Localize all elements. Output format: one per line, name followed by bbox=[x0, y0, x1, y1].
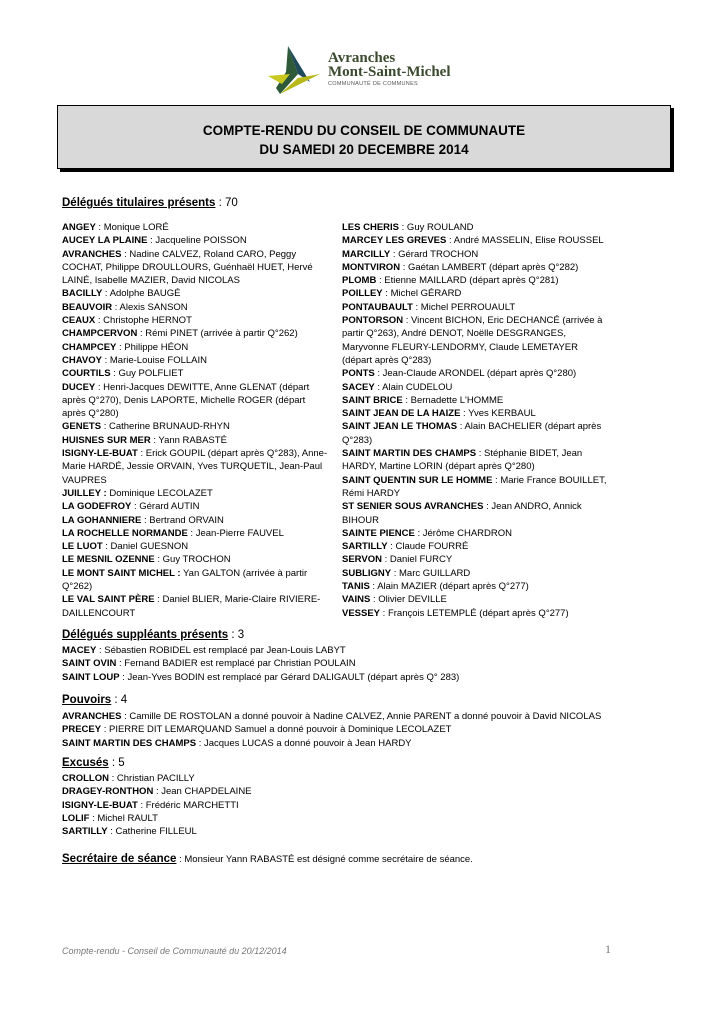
delegate-names: : Frédéric MARCHETTI bbox=[137, 799, 239, 811]
delegate-names: : Guy TROCHON bbox=[154, 554, 231, 566]
delegate-names: : Philippe HÉON bbox=[116, 341, 189, 353]
delegate-entry bbox=[62, 487, 330, 500]
commune-name: PRECEY bbox=[62, 724, 102, 736]
titulaires-right-column bbox=[342, 221, 610, 620]
commune-name: LA ROCHELLE NORMANDE bbox=[62, 527, 188, 539]
delegate-entry bbox=[62, 301, 330, 314]
page-number: 1 bbox=[605, 942, 611, 956]
commune-name: LE VAL SAINT PÈRE bbox=[62, 594, 155, 606]
commune-name: PLOMB bbox=[342, 275, 377, 287]
commune-name: SAINT MARTIN DES CHAMPS bbox=[342, 448, 477, 460]
commune-name: SUBLIGNY bbox=[342, 567, 392, 579]
delegate-names: Yan GALTON (arrivée à partir Q°262) bbox=[62, 567, 308, 593]
commune-name: PONTS bbox=[342, 368, 375, 380]
commune-name: CHAMPCEY bbox=[62, 341, 117, 353]
delegate-names: : PIERRE DIT LEMARQUAND Samuel a donné pouvoir à Dominique LECOLAZET bbox=[101, 724, 452, 736]
delegate-names: Dominique LECOLAZET bbox=[106, 487, 213, 499]
delegate-entry bbox=[342, 500, 610, 527]
commune-name: ISIGNY-LE-BUAT bbox=[62, 799, 138, 811]
secretaire-heading: Secrétaire de séance bbox=[62, 853, 177, 865]
commune-name: MONTVIRON bbox=[342, 261, 401, 273]
commune-name: CEAUX bbox=[62, 315, 96, 327]
commune-name: LOLIF bbox=[62, 812, 90, 824]
commune-name: BEAUVOIR bbox=[62, 301, 113, 313]
delegate-names: : Christian PACILLY bbox=[108, 773, 195, 784]
delegate-names: : Bertrand ORVAIN bbox=[141, 514, 224, 526]
delegate-names: : Yann RABASTÉ bbox=[150, 434, 227, 446]
logo bbox=[268, 44, 468, 98]
delegate-names: : Alain CUDELOU bbox=[374, 381, 453, 393]
delegate-entry bbox=[342, 593, 610, 606]
logo-line-1: Avranches bbox=[328, 50, 396, 66]
commune-name: MACEY bbox=[62, 645, 97, 656]
delegate-entry bbox=[62, 553, 330, 566]
delegate-entry bbox=[342, 474, 610, 501]
commune-name: SAINT MARTIN DES CHAMPS bbox=[62, 737, 197, 749]
delegate-entry bbox=[62, 420, 330, 433]
delegate-entry bbox=[342, 301, 610, 314]
title-line-1: COMPTE-RENDU DU CONSEIL DE COMMUNAUTE bbox=[202, 123, 526, 138]
delegate-entry bbox=[62, 500, 330, 513]
suppleants-heading-row bbox=[62, 629, 244, 641]
commune-name: COURTILS bbox=[62, 368, 111, 380]
delegate-entry bbox=[342, 261, 610, 274]
delegate-entry bbox=[62, 527, 330, 540]
delegate-names: : Adolphe BAUGÉ bbox=[102, 288, 181, 300]
commune-name: PONTORSON bbox=[342, 315, 404, 327]
delegate-names: : Catherine FILLEUL bbox=[107, 826, 197, 838]
commune-name: MARCILLY bbox=[342, 248, 391, 260]
commune-name: CROLLON bbox=[62, 773, 109, 784]
delegate-names: : Stéphanie BIDET, Jean HARDY, Martine LORIN (départ après Q°280) bbox=[342, 448, 583, 473]
delegate-entry bbox=[62, 287, 330, 300]
commune-name: SAINTE PIENCE bbox=[342, 527, 415, 539]
delegate-names: : Marc GUILLARD bbox=[391, 567, 471, 579]
secretaire-text: : Monsieur Yann RABASTÉ est désigné comme secrétaire de séance. bbox=[176, 854, 473, 865]
delegate-entry bbox=[62, 234, 330, 247]
commune-name: LE MESNIL OZENNE bbox=[62, 554, 155, 566]
delegate-entry bbox=[62, 723, 601, 736]
titulaires-heading-row bbox=[62, 197, 238, 209]
commune-name: SAINT JEAN DE LA HAIZE bbox=[342, 408, 461, 420]
delegate-names: : Etienne MAILLARD (départ après Q°281) bbox=[376, 275, 559, 287]
delegate-entry bbox=[62, 327, 330, 340]
commune-name: GENETS bbox=[62, 421, 102, 433]
delegate-names: : Rémi PINET (arrivée à partir Q°262) bbox=[137, 328, 298, 340]
title-line-2: DU SAMEDI 20 DECEMBRE 2014 bbox=[259, 142, 469, 157]
commune-name: LES CHERIS bbox=[342, 222, 400, 233]
delegate-entry bbox=[342, 314, 610, 367]
delegate-names: : Gérard TROCHON bbox=[390, 248, 479, 260]
excuses-count: : 5 bbox=[108, 757, 125, 769]
commune-name: LA GODEFROY bbox=[62, 501, 132, 513]
secretaire-row bbox=[62, 853, 473, 865]
commune-name: CHAMPCERVON bbox=[62, 328, 138, 340]
delegate-names: : André MASSELIN, Elise ROUSSEL bbox=[446, 235, 604, 247]
delegate-names: : Guy ROULAND bbox=[399, 222, 474, 233]
suppleants-count: : 3 bbox=[228, 629, 245, 641]
delegate-entry bbox=[62, 799, 252, 812]
delegate-entry bbox=[62, 447, 330, 487]
commune-name: TANIS bbox=[342, 581, 370, 593]
delegate-entry bbox=[62, 381, 330, 421]
titulaires-heading: Délégués titulaires présents bbox=[62, 197, 216, 209]
delegate-names: : Jean-Claude ARONDEL (départ après Q°280) bbox=[374, 368, 577, 380]
delegate-names: : Bernadette L'HOMME bbox=[402, 394, 504, 406]
delegate-entry bbox=[62, 567, 330, 594]
commune-name: HUISNES SUR MER bbox=[62, 434, 151, 446]
delegate-names: : Daniel FURCY bbox=[381, 554, 453, 566]
delegate-names: : Jean CHAPDELAINE bbox=[153, 786, 252, 798]
delegate-names: : Vincent BICHON, Eric DECHANCÉ (arrivée à partir Q°263), André DENOT, Noëlle DESGRANGES, Maryvonne FLEURY-LENDORMY, Claude LEMETAYER (départ après Q°283) bbox=[342, 315, 603, 366]
delegate-entry bbox=[342, 234, 610, 247]
delegate-names: : Gérard AUTIN bbox=[131, 501, 200, 513]
delegate-names: : Jean-Pierre FAUVEL bbox=[187, 527, 284, 539]
delegate-names: : Michel GÉRARD bbox=[382, 288, 462, 300]
logo-mark-icon bbox=[268, 44, 326, 98]
pouvoirs-heading-row bbox=[62, 694, 127, 706]
delegate-entry bbox=[62, 434, 330, 447]
commune-name: ANGEY bbox=[62, 222, 96, 233]
delegate-entry bbox=[62, 772, 252, 785]
commune-name: SAINT JEAN LE THOMAS bbox=[342, 421, 458, 433]
commune-name: LA GOHANNIERE bbox=[62, 514, 142, 526]
pouvoirs-list bbox=[62, 710, 601, 750]
delegate-names: : Camille DE ROSTOLAN a donné pouvoir à Nadine CALVEZ, Annie PARENT a donné pouvoir à David NICOLAS bbox=[121, 711, 602, 722]
delegate-names: : Henri-Jacques DEWITTE, Anne GLENAT (départ après Q°270), Denis LAPORTE, Michelle ROGER (départ après Q°280) bbox=[62, 381, 310, 420]
delegate-entry bbox=[342, 607, 610, 620]
delegate-entry bbox=[342, 287, 610, 300]
delegate-entry bbox=[342, 420, 610, 447]
delegate-names: : Alain MAZIER (départ après Q°277) bbox=[369, 581, 529, 593]
delegate-entry bbox=[62, 785, 252, 798]
delegate-names: : Guy POLFLIET bbox=[110, 368, 184, 380]
delegate-names: : Nadine CALVEZ, Roland CARO, Peggy COCHAT, Philippe DROULLOURS, Guénhaël HUET, Hervé LAINÉ, Isabelle MAZIER, David NICOLAS bbox=[62, 248, 313, 287]
delegate-entry bbox=[62, 341, 330, 354]
commune-name: SAINT BRICE bbox=[342, 394, 403, 406]
suppleants-list bbox=[62, 644, 459, 684]
commune-name: ST SENIER SOUS AVRANCHES bbox=[342, 501, 484, 513]
delegate-entry bbox=[62, 248, 330, 288]
delegate-entry bbox=[342, 553, 610, 566]
suppleants-heading: Délégués suppléants présents bbox=[62, 629, 229, 641]
commune-name: AVRANCHES bbox=[62, 248, 122, 260]
delegate-entry bbox=[342, 394, 610, 407]
delegate-names: : Daniel GUESNON bbox=[102, 541, 189, 553]
commune-name: SACEY bbox=[342, 381, 375, 393]
delegate-entry bbox=[342, 580, 610, 593]
delegate-names: : Daniel BLIER, Marie-Claire RIVIERE-DAILLENCOURT bbox=[62, 594, 321, 619]
delegate-entry bbox=[342, 567, 610, 580]
delegate-entry bbox=[342, 540, 610, 553]
delegate-entry bbox=[342, 248, 610, 261]
delegate-entry bbox=[342, 367, 610, 380]
delegate-names: : Michel PERROUAULT bbox=[412, 301, 516, 313]
footer-text: Compte-rendu - Conseil de Communauté du 20/12/2014 bbox=[62, 946, 287, 956]
logo-line-2: Mont-Saint-Michel bbox=[328, 64, 451, 80]
delegate-names: : Claude FOURRÉ bbox=[387, 541, 469, 553]
delegate-names: : Jérôme CHARDRON bbox=[414, 527, 512, 539]
delegate-names: : Sébastien ROBIDEL est remplacé par Jean-Louis LABYT bbox=[96, 645, 346, 656]
commune-name: AVRANCHES bbox=[62, 711, 122, 722]
delegate-entry bbox=[62, 671, 459, 684]
logo-line-3: COMMUNAUTÉ DE COMMUNES bbox=[328, 81, 419, 87]
delegate-names: : Marie France BOUILLET, Rémi HARDY bbox=[342, 474, 607, 499]
delegate-entry bbox=[62, 812, 252, 825]
delegate-entry bbox=[62, 221, 330, 234]
pouvoirs-count: : 4 bbox=[111, 694, 128, 706]
delegate-entry bbox=[62, 540, 330, 553]
commune-name: DRAGEY-RONTHON bbox=[62, 786, 154, 798]
delegate-entry bbox=[62, 657, 459, 670]
commune-name: SAINT OVIN bbox=[62, 658, 117, 670]
commune-name: POILLEY bbox=[342, 288, 383, 300]
commune-name: BACILLY bbox=[62, 288, 103, 300]
delegate-names: : Jacques LUCAS a donné pouvoir à Jean HARDY bbox=[196, 737, 412, 749]
delegate-names: : Monique LORÉ bbox=[95, 222, 169, 233]
delegate-entry bbox=[62, 314, 330, 327]
delegate-entry bbox=[62, 710, 601, 723]
delegate-names: : Jean ANDRO, Annick BIHOUR bbox=[342, 501, 582, 526]
delegate-entry bbox=[62, 825, 252, 838]
delegate-names: : Erick GOUPIL (départ après Q°283), Anne-Marie HARDÉ, Jessie ORVAIN, Yves TURQUETIL, Jean-Paul VAUPRES bbox=[62, 448, 328, 486]
delegate-entry bbox=[62, 593, 330, 620]
commune-name: VAINS bbox=[342, 594, 371, 606]
commune-name: DUCEY bbox=[62, 381, 96, 393]
delegate-entry bbox=[62, 737, 601, 750]
titulaires-count: : 70 bbox=[215, 197, 238, 209]
titulaires-left-column bbox=[62, 221, 330, 620]
commune-name: LE MONT SAINT MICHEL : bbox=[62, 567, 181, 579]
delegate-entry bbox=[342, 274, 610, 287]
delegate-names: : Alexis SANSON bbox=[112, 301, 188, 313]
delegate-names: : Olivier DEVILLE bbox=[370, 594, 447, 606]
delegate-entry bbox=[342, 527, 610, 540]
delegate-names: : Gaétan LAMBERT (départ après Q°282) bbox=[400, 261, 579, 273]
commune-name: MARCEY LES GREVES bbox=[342, 235, 447, 247]
delegate-names: : Yves KERBAUL bbox=[460, 408, 536, 420]
commune-name: SARTILLY bbox=[342, 541, 388, 553]
commune-name: SERVON bbox=[342, 554, 382, 566]
commune-name: JUILLEY : bbox=[62, 487, 107, 499]
delegate-names: : Michel RAULT bbox=[89, 812, 158, 824]
delegate-entry bbox=[342, 221, 610, 234]
delegate-names: : Fernand BADIER est remplacé par Christian POULAIN bbox=[116, 658, 356, 670]
commune-name: CHAVOY bbox=[62, 354, 102, 366]
commune-name: SAINT LOUP bbox=[62, 671, 120, 683]
commune-name: ISIGNY-LE-BUAT bbox=[62, 448, 138, 460]
delegate-names: : Jean-Yves BODIN est remplacé par Gérard DALIGAULT (départ après Q° 283) bbox=[119, 671, 460, 683]
commune-name: PONTAUBAULT bbox=[342, 301, 413, 313]
commune-name: LE LUOT bbox=[62, 541, 103, 553]
delegate-entry bbox=[62, 514, 330, 527]
commune-name: VESSEY bbox=[342, 607, 381, 619]
delegate-names: : François LETEMPLÉ (départ après Q°277) bbox=[380, 607, 569, 619]
excuses-list bbox=[62, 772, 252, 838]
pouvoirs-heading: Pouvoirs bbox=[62, 694, 112, 706]
delegate-names: : Catherine BRUNAUD-RHYN bbox=[101, 421, 230, 433]
delegate-names: : Marie-Louise FOLLAIN bbox=[101, 354, 208, 366]
delegate-entry bbox=[62, 367, 330, 380]
delegate-entry bbox=[342, 407, 610, 420]
commune-name: SARTILLY bbox=[62, 826, 108, 838]
delegate-names: : Jacqueline POISSON bbox=[147, 235, 247, 247]
delegate-names: : Christophe HERNOT bbox=[95, 315, 192, 327]
delegate-names: : Alain BACHELIER (départ après Q°283) bbox=[342, 421, 602, 446]
delegate-entry bbox=[342, 447, 610, 474]
excuses-heading-row bbox=[62, 757, 125, 769]
delegate-entry bbox=[62, 644, 459, 657]
title-box bbox=[57, 105, 671, 169]
excuses-heading: Excusés bbox=[62, 757, 109, 769]
delegate-entry bbox=[342, 381, 610, 394]
commune-name: AUCEY LA PLAINE bbox=[62, 235, 148, 247]
delegate-entry bbox=[62, 354, 330, 367]
commune-name: SAINT QUENTIN SUR LE HOMME bbox=[342, 474, 493, 486]
